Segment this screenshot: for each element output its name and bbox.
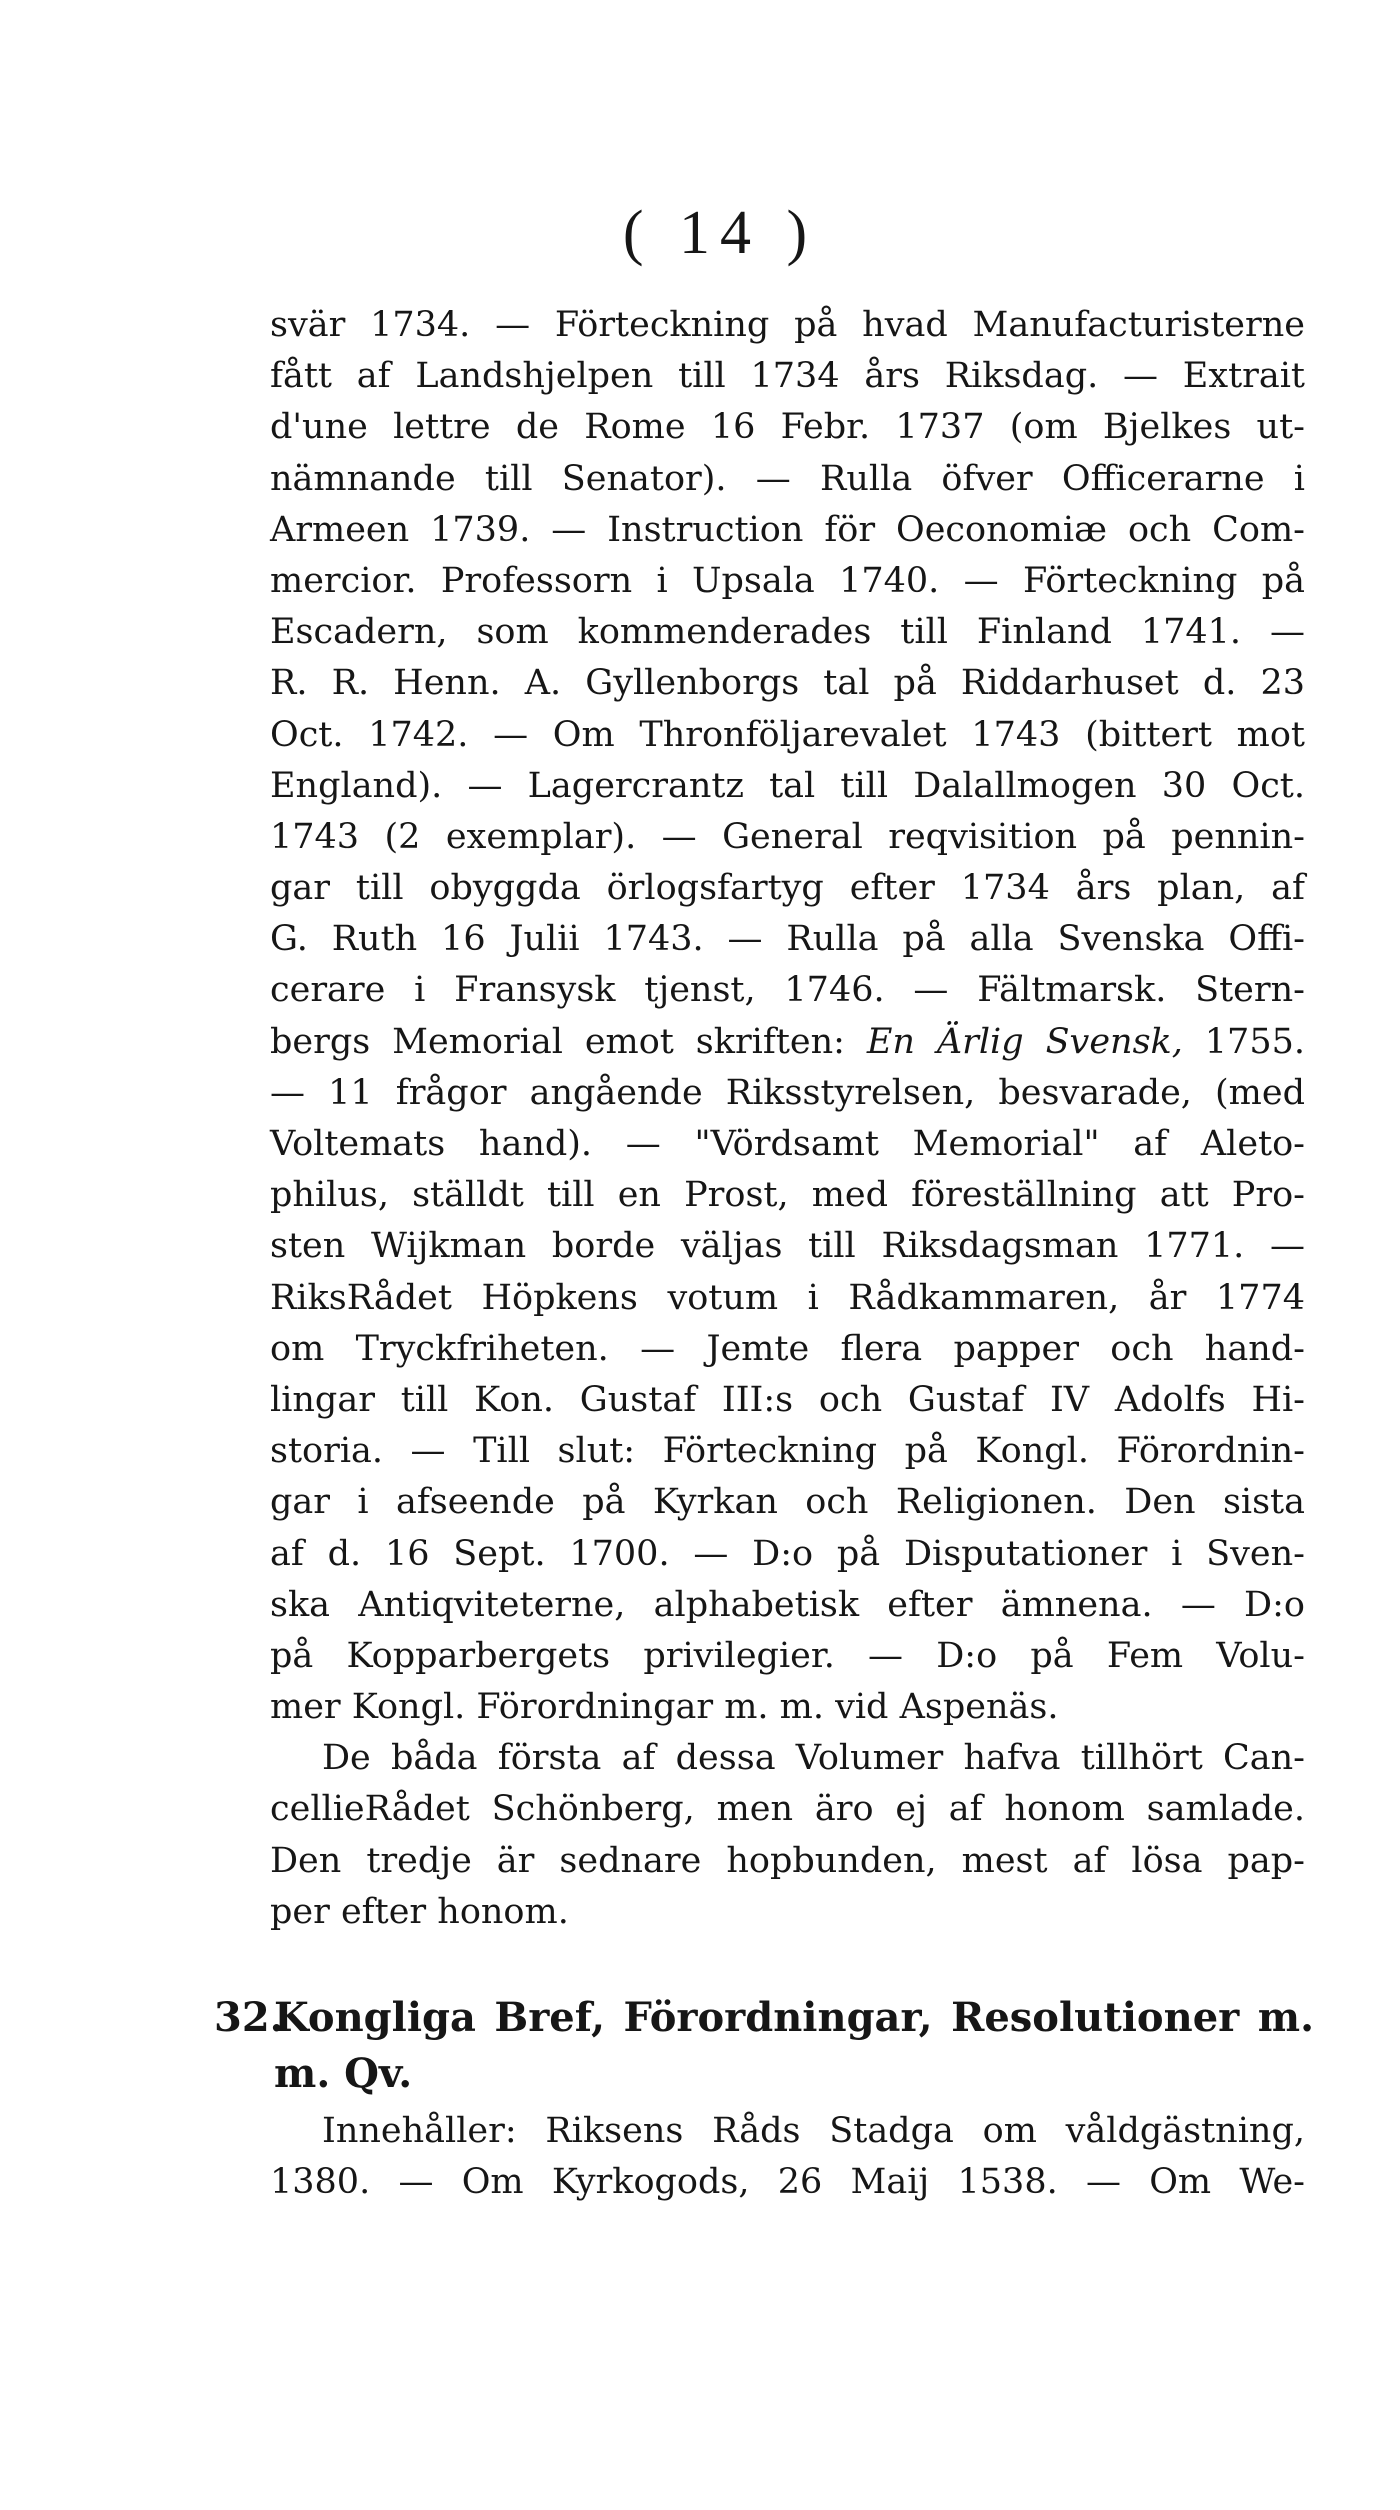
- text-line: storia. — Till slut: Förteckning på Kongl. Förordnin-: [270, 1431, 1305, 1472]
- text-line: fått af Landshjelpen till 1734 års Riksdag. — Extrait: [270, 356, 1305, 397]
- text-line: cerare i Fransysk tjenst, 1746. — Fältmarsk. Stern-: [270, 970, 1305, 1011]
- text-line: lingar till Kon. Gustaf III:s och Gustaf IV Adolfs Hi-: [270, 1379, 1305, 1420]
- text-line: RiksRådet Höpkens votum i Rådkammaren, år 1774: [270, 1277, 1305, 1318]
- text-line: mercior. Professorn i Upsala 1740. — Förteckning på: [270, 560, 1305, 601]
- text-line: af d. 16 Sept. 1700. — D:o på Disputationer i Sven-: [270, 1533, 1305, 1574]
- text-line: d'une lettre de Rome 16 Febr. 1737 (om Bjelkes ut-: [270, 407, 1305, 448]
- italic-title: En Ärlig Svensk,: [866, 1021, 1183, 1062]
- text-line: på Kopparbergets privilegier. — D:o på Fem Volu-: [270, 1635, 1305, 1676]
- page-number: ( 14 ): [622, 199, 818, 267]
- entry-title: Kongliga Bref, Förordningar, Resolutioner m.: [274, 1994, 1314, 2041]
- text-line: 1743 (2 exemplar). — General reqvisition på pennin-: [270, 816, 1305, 857]
- entry-number: 32.: [214, 1994, 284, 2041]
- text-line: per efter honom.: [270, 1891, 569, 1932]
- text-line: philus, ställdt till en Prost, med föreställning att Pro-: [270, 1175, 1305, 1216]
- entry-heading-line: m. Qv.: [274, 2050, 413, 2097]
- text-line: nämnande till Senator). — Rulla öfver Officerarne i: [270, 458, 1305, 499]
- text-line: De båda första af dessa Volumer hafva tillhört Can-: [322, 1738, 1305, 1779]
- text-line: Armeen 1739. — Instruction för Oeconomiæ och Com-: [270, 509, 1305, 550]
- text-line: Innehåller: Riksens Råds Stadga om våldgästning,: [322, 2111, 1305, 2151]
- text-line: sten Wijkman borde väljas till Riksdagsman 1771. —: [270, 1226, 1305, 1267]
- text-line: gar till obyggda örlogsfartyg efter 1734 års plan, af: [270, 868, 1305, 909]
- text-line: om Tryckfriheten. — Jemte flera papper och hand-: [270, 1328, 1305, 1369]
- text-line: 1380. — Om Kyrkogods, 26 Maij 1538. — Om We-: [270, 2162, 1305, 2203]
- text-fragment: bergs Memorial emot skriften:: [270, 1021, 845, 1062]
- entry-heading: [214, 1990, 1314, 2102]
- text-line: Voltemats hand). — "Vördsamt Memorial" af Aleto-: [270, 1124, 1305, 1164]
- text-line: mer Kongl. Förordningar m. m. vid Aspenäs.: [270, 1687, 1059, 1728]
- text-line: svär 1734. — Förteckning på hvad Manufacturisterne: [270, 305, 1305, 345]
- contents-paragraph: [270, 2106, 1305, 2208]
- text-line: gar i afseende på Kyrkan och Religionen. Den sista: [270, 1482, 1305, 1523]
- text-line: England). — Lagercrantz tal till Dalallmogen 30 Oct.: [270, 765, 1305, 806]
- text-line: Escadern, som kommenderades till Finland 1741. —: [270, 612, 1305, 653]
- text-line: cellieRådet Schönberg, men äro ej af honom samlade.: [270, 1789, 1305, 1830]
- text-line: G. Ruth 16 Julii 1743. — Rulla på alla Svenska Offi-: [270, 919, 1305, 960]
- text-line: Oct. 1742. — Om Thronföljarevalet 1743 (bittert mot: [270, 714, 1305, 755]
- text-line: [270, 1017, 1305, 1068]
- text-line: ska Antiqviteterne, alphabetisk efter ämnena. — D:o: [270, 1584, 1305, 1625]
- text-line: R. R. Henn. A. Gyllenborgs tal på Riddarhuset d. 23: [270, 663, 1305, 704]
- main-paragraph: [270, 300, 1305, 1938]
- text-line: — 11 frågor angående Riksstyrelsen, besvarade, (med: [270, 1072, 1305, 1113]
- entry-heading-line: [214, 1990, 1314, 2046]
- text-line: Den tredje är sednare hopbunden, mest af lösa pap-: [270, 1840, 1305, 1881]
- text-fragment: 1755.: [1182, 1021, 1305, 1062]
